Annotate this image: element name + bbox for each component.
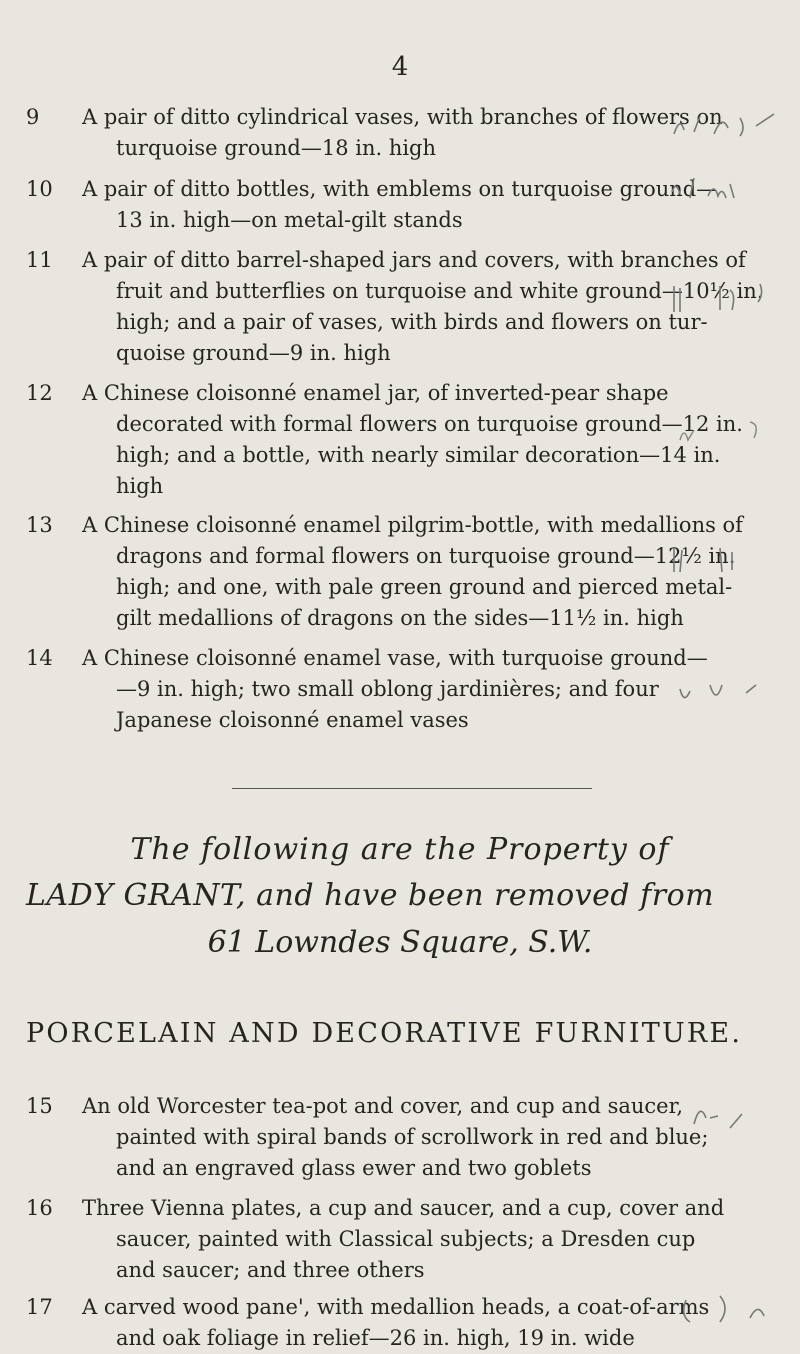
lot-line: Japanese cloisonné enamel vases <box>116 708 469 732</box>
lot-line: and saucer; and three others <box>116 1258 425 1282</box>
lot-number: 15 <box>26 1094 53 1118</box>
lot-number: 9 <box>26 105 40 129</box>
lot-line: and an engraved glass ewer and two goblets <box>116 1156 592 1180</box>
margin-pencil-mark <box>660 1094 800 1134</box>
margin-pencil-mark <box>660 168 800 208</box>
lot-number: 17 <box>26 1295 53 1319</box>
lot-line: decorated with formal flowers on turquoise ground—12 in. <box>116 412 743 436</box>
lot-description <box>82 1091 722 1184</box>
margin-pencil-mark <box>660 410 800 450</box>
lot-number: 16 <box>26 1196 53 1220</box>
lot-line: gilt medallions of dragons on the sides—11½ in. high <box>116 606 684 630</box>
lot-description <box>82 174 722 236</box>
margin-pencil-mark <box>660 540 800 580</box>
lot-line: A Chinese cloisonné enamel jar, of inverted-pear shape <box>82 381 669 405</box>
lot-line: A pair of ditto cylindrical vases, with branches of flowers on <box>82 105 723 129</box>
lot-line: high <box>116 474 164 498</box>
lot-description <box>82 245 764 369</box>
lot-line: turquoise ground—18 in. high <box>116 136 437 160</box>
section-divider <box>232 788 592 789</box>
margin-pencil-mark <box>660 278 800 318</box>
lot-line: saucer, painted with Classical subjects; a Dresden cup <box>116 1227 696 1251</box>
lot-line: A carved wood pane', with medallion heads, a coat-of-arms <box>82 1295 710 1319</box>
lot-line: high; and one, with pale green ground and pierced metal- <box>116 575 733 599</box>
section-title: PORCELAIN AND DECORATIVE FURNITURE. <box>26 1018 743 1049</box>
property-heading-address: 61 Lowndes Square, S.W. <box>207 925 593 960</box>
lot-line: A pair of ditto bottles, with emblems on turquoise ground— <box>82 177 718 201</box>
lot-line: dragons and formal flowers on turquoise ground—12½ in. <box>116 544 736 568</box>
lot-line: A Chinese cloisonné enamel vase, with turquoise ground— <box>82 646 708 670</box>
lot-line: quoise ground—9 in. high <box>116 341 391 365</box>
lot-line: 13 in. high—on metal-gilt stands <box>116 208 463 232</box>
lot-line: —9 in. high; two small oblong jardinières; and four <box>116 677 659 701</box>
lot-line: painted with spiral bands of scrollwork in red and blue; <box>116 1125 709 1149</box>
lot-line: An old Worcester tea-pot and cover, and cup and saucer, <box>82 1094 684 1118</box>
lot-line: high; and a pair of vases, with birds and flowers on tur- <box>116 310 708 334</box>
page-number: 4 <box>391 52 409 82</box>
lot-description <box>82 102 722 164</box>
lot-line: high; and a bottle, with nearly similar decoration—14 in. <box>116 443 721 467</box>
lot-description <box>82 1193 725 1286</box>
lot-number: 13 <box>26 513 53 537</box>
lot-line: A pair of ditto barrel-shaped jars and covers, with branches of <box>82 248 746 272</box>
lot-description <box>82 510 743 634</box>
property-heading-owner: LADY GRANT, and have been removed from <box>26 878 715 913</box>
lot-number: 11 <box>26 248 53 272</box>
margin-pencil-mark <box>660 675 800 715</box>
lot-description <box>82 378 743 502</box>
lot-line: and oak foliage in relief—26 in. high, 19 in. wide <box>116 1326 635 1350</box>
lot-number: 12 <box>26 381 53 405</box>
lot-number: 14 <box>26 646 53 670</box>
lot-line: Three Vienna plates, a cup and saucer, and a cup, cover and <box>82 1196 725 1220</box>
property-heading-intro: The following are the Property of <box>130 832 670 867</box>
margin-pencil-mark <box>660 104 800 144</box>
lot-number: 10 <box>26 177 53 201</box>
lot-line: fruit and butterflies on turquoise and white ground—10½ in. <box>116 279 764 303</box>
lot-description <box>82 643 722 736</box>
lot-description <box>82 1292 722 1354</box>
lot-line: A Chinese cloisonné enamel pilgrim-bottle, with medallions of <box>82 513 743 537</box>
margin-pencil-mark <box>660 1290 800 1330</box>
